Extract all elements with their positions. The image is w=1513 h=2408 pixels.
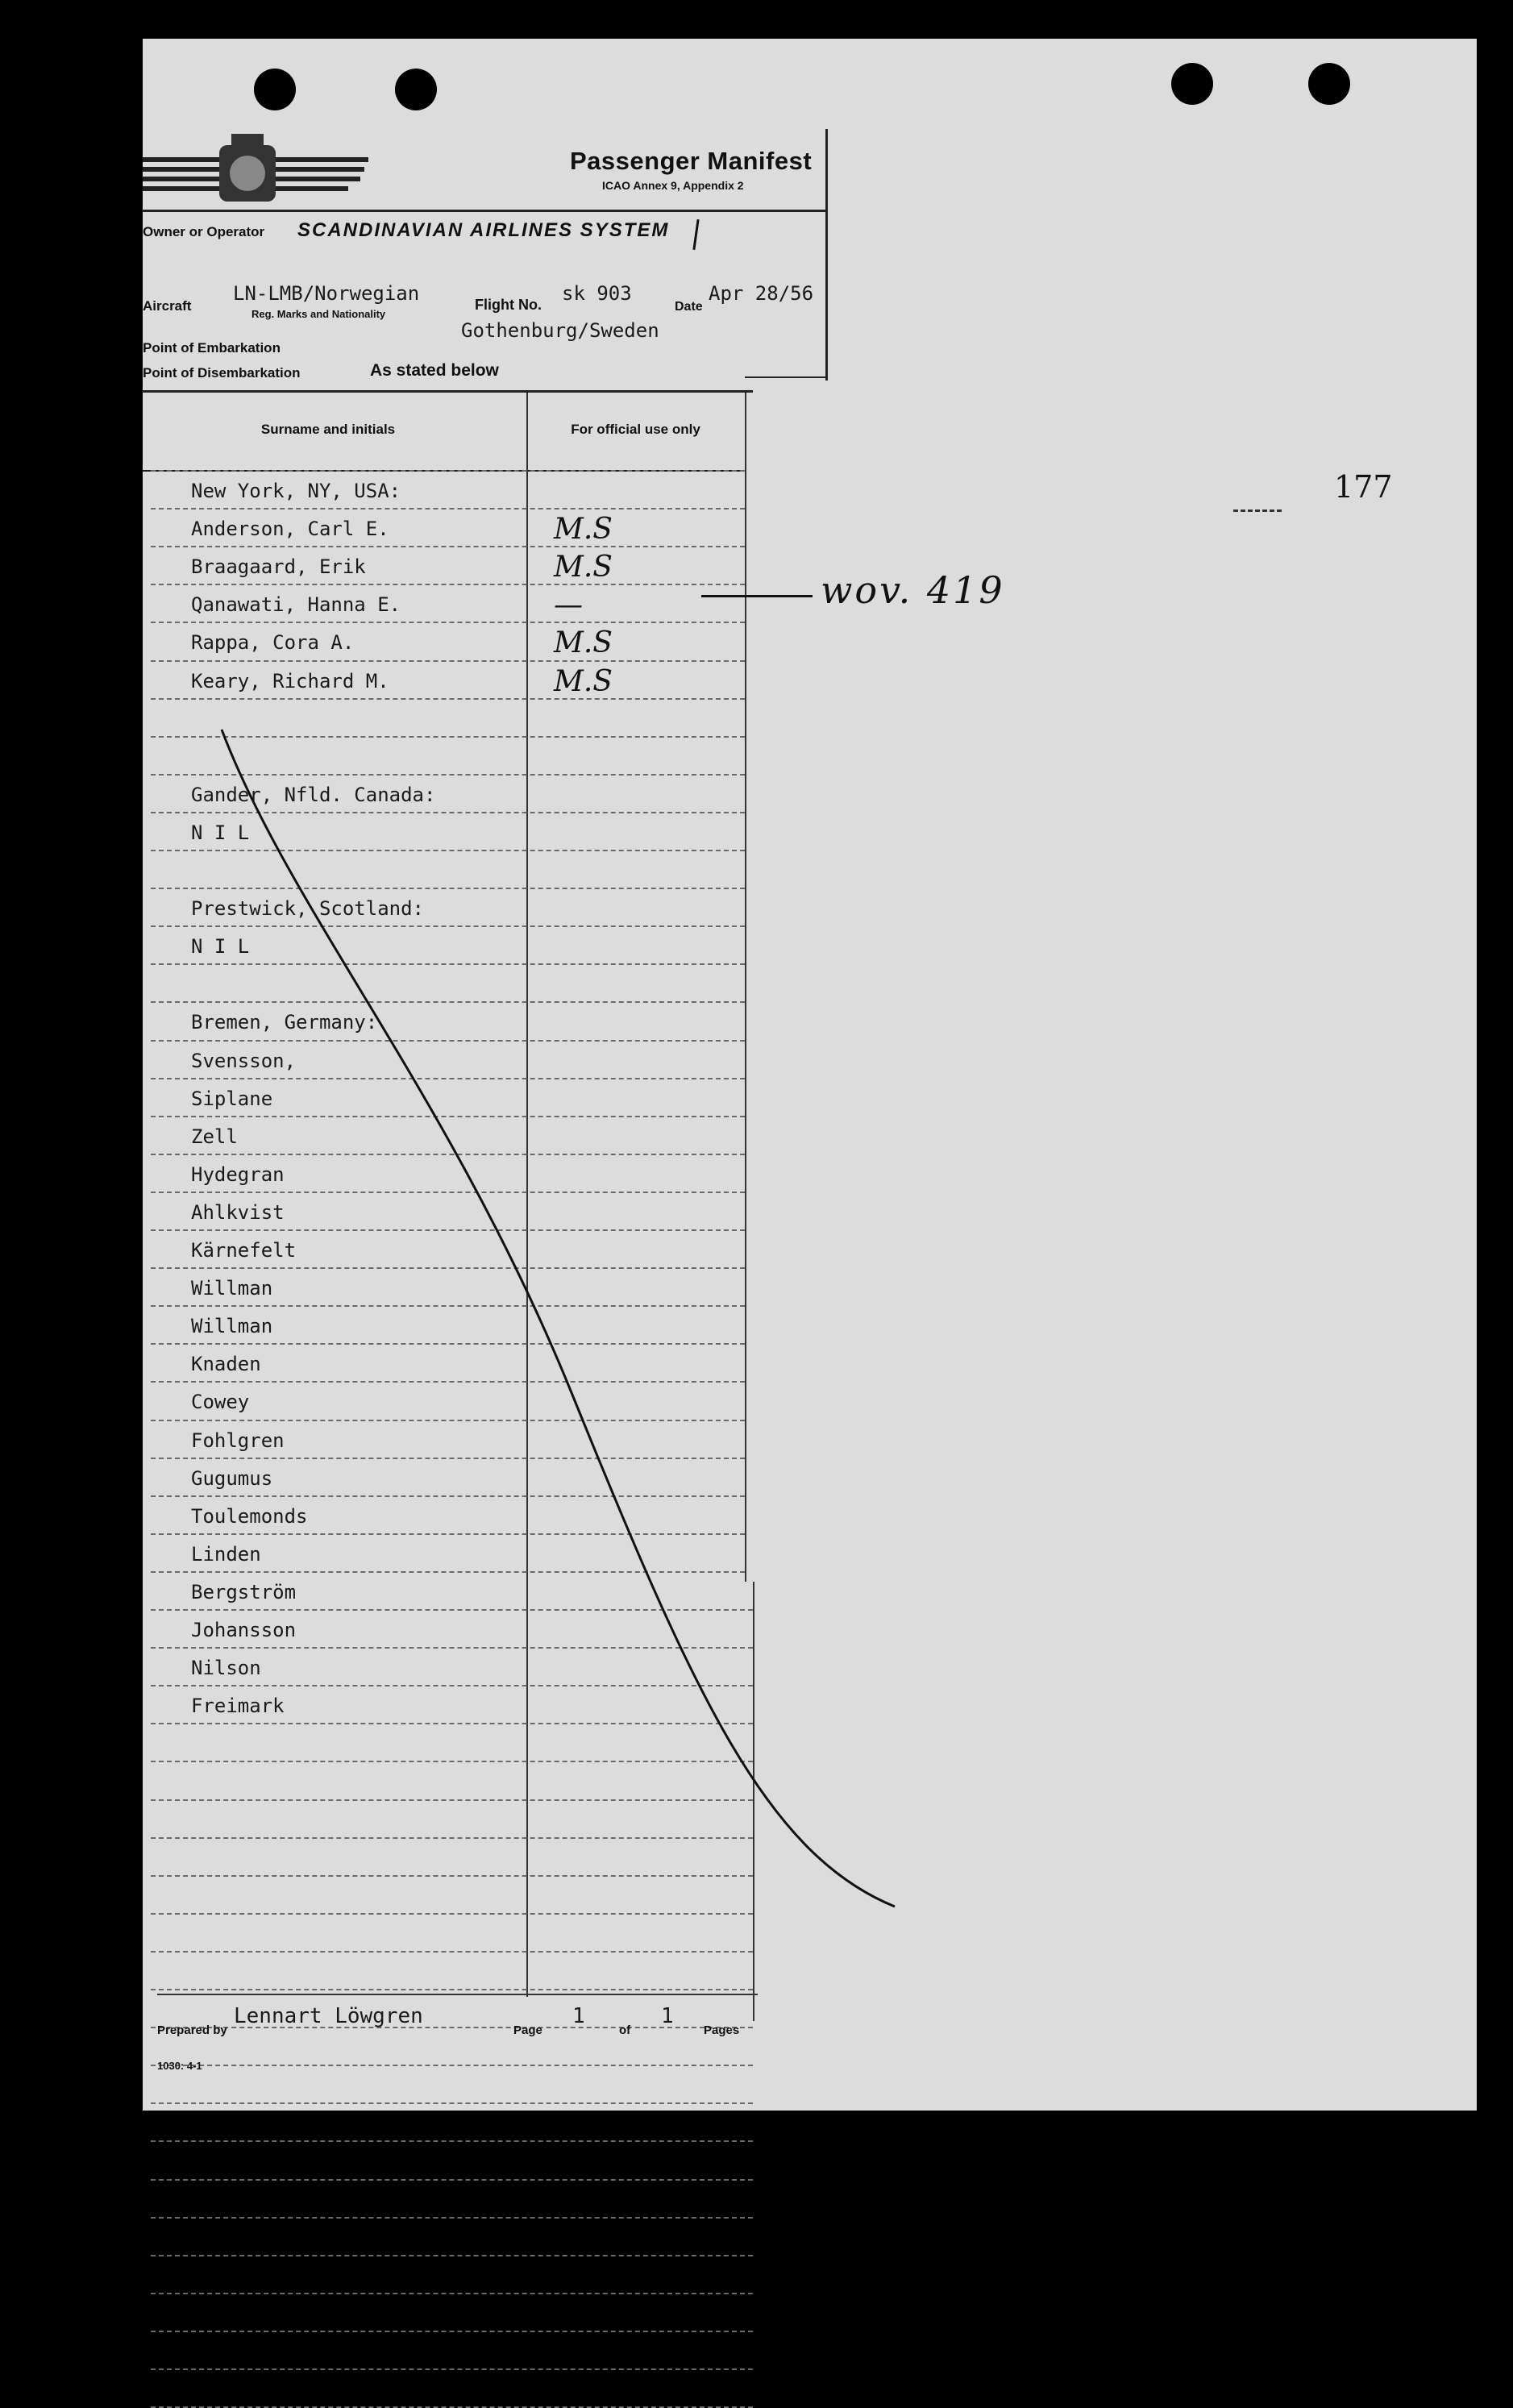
passenger-entry: Gander, Nfld. Canada: bbox=[191, 783, 436, 806]
passenger-entry: Braagaard, Erik bbox=[191, 555, 366, 579]
passenger-entry: Willman bbox=[191, 1315, 273, 1338]
page-number-annotation: 177 bbox=[1334, 469, 1393, 505]
note-connector-line bbox=[701, 595, 813, 597]
row-rule bbox=[151, 2102, 753, 2104]
punch-hole bbox=[1308, 63, 1350, 105]
table-row bbox=[143, 973, 745, 1011]
passenger-entry: N I L bbox=[191, 935, 250, 959]
passenger-entry: Gugumus bbox=[191, 1466, 273, 1490]
row-rule bbox=[151, 2255, 753, 2256]
table-row bbox=[143, 1467, 745, 1505]
table-row bbox=[143, 1353, 745, 1391]
table-row bbox=[143, 1277, 745, 1315]
passenger-entry: N I L bbox=[191, 821, 250, 844]
passenger-entry: Siplane bbox=[191, 1087, 273, 1110]
passenger-table bbox=[143, 390, 753, 2021]
official-mark: M.S bbox=[554, 626, 613, 660]
row-rule bbox=[151, 2331, 753, 2332]
passenger-entry: Rappa, Cora A. bbox=[191, 631, 355, 655]
passenger-entry: Knaden bbox=[191, 1353, 261, 1376]
owner-value: SCANDINAVIAN AIRLINES SYSTEM bbox=[297, 219, 670, 241]
passenger-entry: Anderson, Carl E. bbox=[191, 518, 389, 541]
passenger-entry: Cowey bbox=[191, 1391, 250, 1414]
form-code: 1030: 4-1 bbox=[157, 2060, 202, 2072]
row-rule bbox=[151, 470, 745, 472]
table-right-border bbox=[745, 393, 746, 1582]
embarkation-label: Point of Embarkation bbox=[143, 340, 281, 356]
passenger-entry: Bergström bbox=[191, 1580, 297, 1603]
surname-column-header: Surname and initials bbox=[260, 422, 396, 437]
passenger-entry: Prestwick, Scotland: bbox=[191, 897, 424, 921]
punch-hole bbox=[395, 69, 437, 110]
table-row bbox=[143, 1315, 745, 1353]
table-row bbox=[143, 1050, 745, 1088]
page-label: Page bbox=[513, 2023, 542, 2037]
table-row bbox=[143, 1619, 745, 1657]
passenger-entry: Toulemonds bbox=[191, 1504, 308, 1528]
table-row bbox=[143, 1125, 745, 1163]
row-rule bbox=[151, 1875, 753, 1877]
table-row bbox=[143, 1695, 745, 1732]
row-rule bbox=[151, 1989, 753, 1990]
table-row bbox=[143, 1239, 745, 1277]
table-row bbox=[143, 821, 745, 859]
date-label: Date bbox=[675, 300, 703, 314]
passenger-entry: Johansson bbox=[191, 1619, 297, 1641]
table-row bbox=[143, 1657, 745, 1695]
manifest-title: Passenger Manifest bbox=[570, 147, 813, 175]
row-rule bbox=[151, 1799, 753, 1801]
disembarkation-label: Point of Disembarkation bbox=[143, 365, 301, 381]
table-row bbox=[143, 626, 745, 669]
table-row bbox=[143, 708, 745, 746]
owner-label: Owner or Operator bbox=[143, 224, 265, 239]
table-row bbox=[143, 1163, 745, 1201]
passenger-entry: Willman bbox=[191, 1277, 273, 1300]
embarkation-value: Gothenburg/Sweden bbox=[461, 319, 659, 342]
table-row bbox=[143, 551, 745, 593]
handwritten-note: wov. 419 bbox=[821, 568, 1005, 612]
official-mark: M.S bbox=[554, 513, 613, 547]
disembarkation-value: As stated below bbox=[370, 361, 499, 380]
punch-hole bbox=[1171, 63, 1213, 105]
header-right-border bbox=[825, 129, 828, 381]
reg-marks-label: Reg. Marks and Nationality bbox=[251, 308, 386, 320]
row-rule bbox=[151, 2368, 753, 2370]
sas-logo-icon bbox=[143, 129, 368, 218]
footer-block bbox=[157, 1999, 770, 2096]
header-divider bbox=[143, 210, 828, 212]
table-row bbox=[143, 1088, 745, 1125]
of-value: 1 bbox=[661, 2004, 674, 2028]
flight-no-label: Flight No. bbox=[475, 297, 542, 313]
table-row bbox=[143, 480, 745, 518]
table-right-border-lower bbox=[753, 1582, 754, 2021]
passenger-entry: Bremen, Germany: bbox=[191, 1011, 378, 1034]
table-row bbox=[143, 1581, 745, 1619]
prepared-by-label: Prepared by bbox=[157, 2023, 227, 2037]
owner-tick bbox=[692, 219, 699, 250]
table-row bbox=[143, 935, 745, 973]
passenger-entry: Fohlgren bbox=[191, 1429, 285, 1452]
table-row bbox=[143, 1011, 745, 1049]
pages-label: Pages bbox=[704, 2023, 740, 2037]
official-mark: — bbox=[554, 588, 583, 622]
flight-no-value: sk 903 bbox=[562, 282, 632, 305]
passenger-entry: Qanawati, Hanna E. bbox=[191, 593, 401, 617]
passenger-entry: Freimark bbox=[191, 1695, 285, 1718]
aircraft-label: Aircraft bbox=[143, 298, 192, 314]
row-rule bbox=[151, 1951, 753, 1953]
row-rule bbox=[151, 1761, 753, 1762]
passenger-entry: Ahlkvist bbox=[191, 1200, 285, 1224]
aircraft-value: LN-LMB/Norwegian bbox=[233, 282, 420, 305]
table-row bbox=[143, 1505, 745, 1543]
passenger-entry: Hydegran bbox=[191, 1162, 285, 1186]
passenger-entry: Zell bbox=[191, 1125, 238, 1148]
table-row bbox=[143, 897, 745, 935]
page-value: 1 bbox=[572, 2004, 585, 2028]
table-row bbox=[143, 1429, 745, 1467]
table-row bbox=[143, 1201, 745, 1239]
row-rule bbox=[151, 2179, 753, 2181]
row-rule bbox=[151, 2140, 753, 2142]
table-row bbox=[143, 746, 745, 784]
prepared-by-value: Lennart Löwgren bbox=[234, 2004, 423, 2028]
passenger-entry: New York, NY, USA: bbox=[191, 480, 401, 502]
table-row bbox=[143, 588, 745, 631]
passenger-entry: Nilson bbox=[191, 1657, 261, 1680]
table-row bbox=[143, 784, 745, 821]
passenger-entry: Svensson, bbox=[191, 1049, 297, 1072]
passenger-entry: Kärnefelt bbox=[191, 1239, 297, 1262]
row-rule bbox=[151, 2217, 753, 2219]
punch-hole bbox=[254, 69, 296, 110]
header-corner-line bbox=[745, 376, 825, 378]
row-rule bbox=[151, 1837, 753, 1839]
table-row bbox=[143, 664, 745, 708]
row-rule bbox=[151, 1913, 753, 1915]
official-mark: M.S bbox=[554, 664, 613, 698]
passenger-entry: Keary, Richard M. bbox=[191, 669, 389, 692]
footer-divider bbox=[157, 1994, 758, 1995]
table-row bbox=[143, 859, 745, 897]
official-use-column-header: For official use only bbox=[571, 422, 700, 437]
of-label: of bbox=[619, 2023, 631, 2037]
passenger-entry: Linden bbox=[191, 1542, 261, 1566]
header-block bbox=[143, 129, 828, 387]
manifest-subtitle: ICAO Annex 9, Appendix 2 bbox=[602, 179, 744, 192]
official-mark: M.S bbox=[554, 551, 613, 584]
row-rule bbox=[151, 2293, 753, 2294]
table-row bbox=[143, 1391, 745, 1429]
date-value: Apr 28/56 bbox=[709, 282, 814, 305]
page-number-dash bbox=[1233, 509, 1282, 512]
table-row bbox=[143, 1543, 745, 1581]
table-row bbox=[143, 513, 745, 555]
